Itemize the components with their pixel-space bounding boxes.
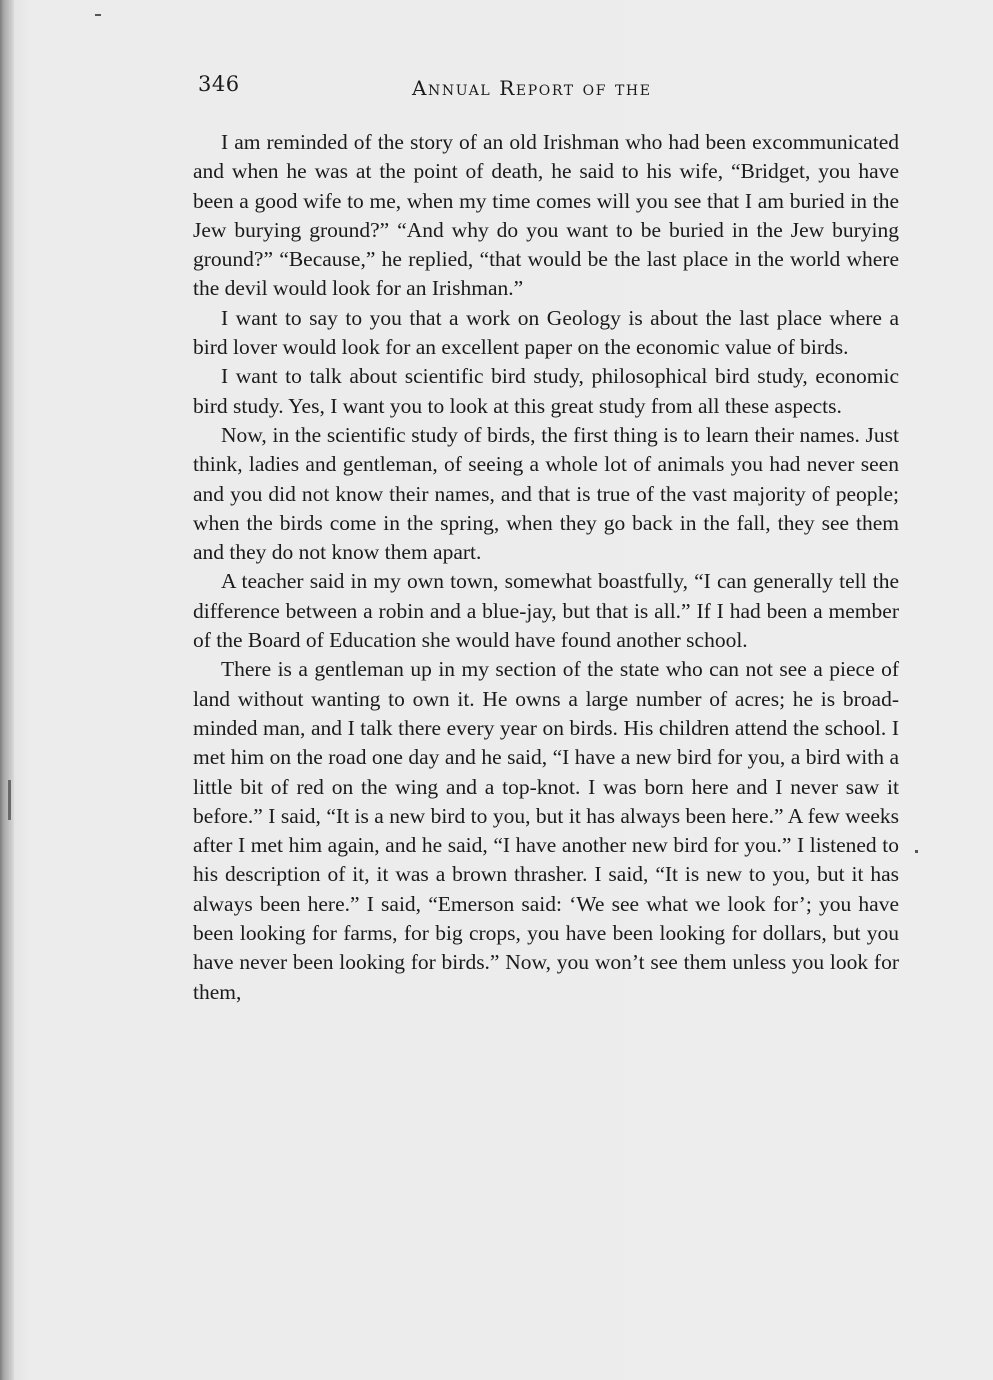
running-head: Annual Report of the (412, 76, 652, 100)
page-header (198, 72, 898, 106)
book-gutter (0, 0, 14, 1380)
page-number: 346 (198, 72, 240, 96)
paragraph: Now, in the scientific study of birds, the first thing is to learn their names. Just think, ladies and gentleman, of seeing a whole lot of animals you had never seen and you did not know their names, and that is true of the vast majority of people; when the birds come in the spring, when they go back in the fall, they see them and they do not know them apart. (193, 422, 899, 565)
scan-speck (8, 780, 11, 820)
paragraph: A teacher said in my own town, somewhat boastfully, “I can generally tell the difference between a robin and a blue-jay, but that is all.” If I had been a member of the Board of Education she would have found another school. (193, 569, 899, 653)
paragraph: There is a gentleman up in my section of the state who can not see a piece of land without wanting to own it. He owns a large number of acres; he is broad-minded man, and I talk there every year on birds. His children attend the school. I met him on the road one day and he said, “I have a new bird for you, a bird with a little bit of red on the wing and a top-knot. I was born here and I never saw it before.” I said, “It is a new bird to you, but it has always been here.” A few weeks after I met him again, and he said, “I have another new bird for you.” I listened to his description of it, it was a brown thrasher. I said, “It is new to you, but it has always been here.” I said, “Emerson said: ‘We see what we look for’; you have been looking for farms, for big crops, you have been looking for dollars, but you have never been looking for birds.” Now, you won’t see them unless you look for them, (193, 657, 899, 1004)
body-text (193, 128, 899, 1007)
paragraph: I want to say to you that a work on Geology is about the last place where a bird lover would look for an excellent paper on the economic value of birds. (193, 305, 899, 360)
scan-speck (915, 850, 918, 853)
paragraph: I want to talk about scientific bird study, philosophical bird study, economic bird study. Yes, I want you to look at this great study from all these aspects. (193, 364, 899, 418)
scan-speck (95, 14, 101, 16)
paragraph: I am reminded of the story of an old Irishman who had been excommunicated and when he was at the point of death, he said to his wife, “Bridget, you have been a good wife to me, when my time comes will you see that I am buried in the Jew burying ground?” “And why do you want to be buried in the Jew burying ground?” “Because,” he replied, “that would be the last place in the world where the devil would look for an Irishman.” (193, 130, 899, 301)
